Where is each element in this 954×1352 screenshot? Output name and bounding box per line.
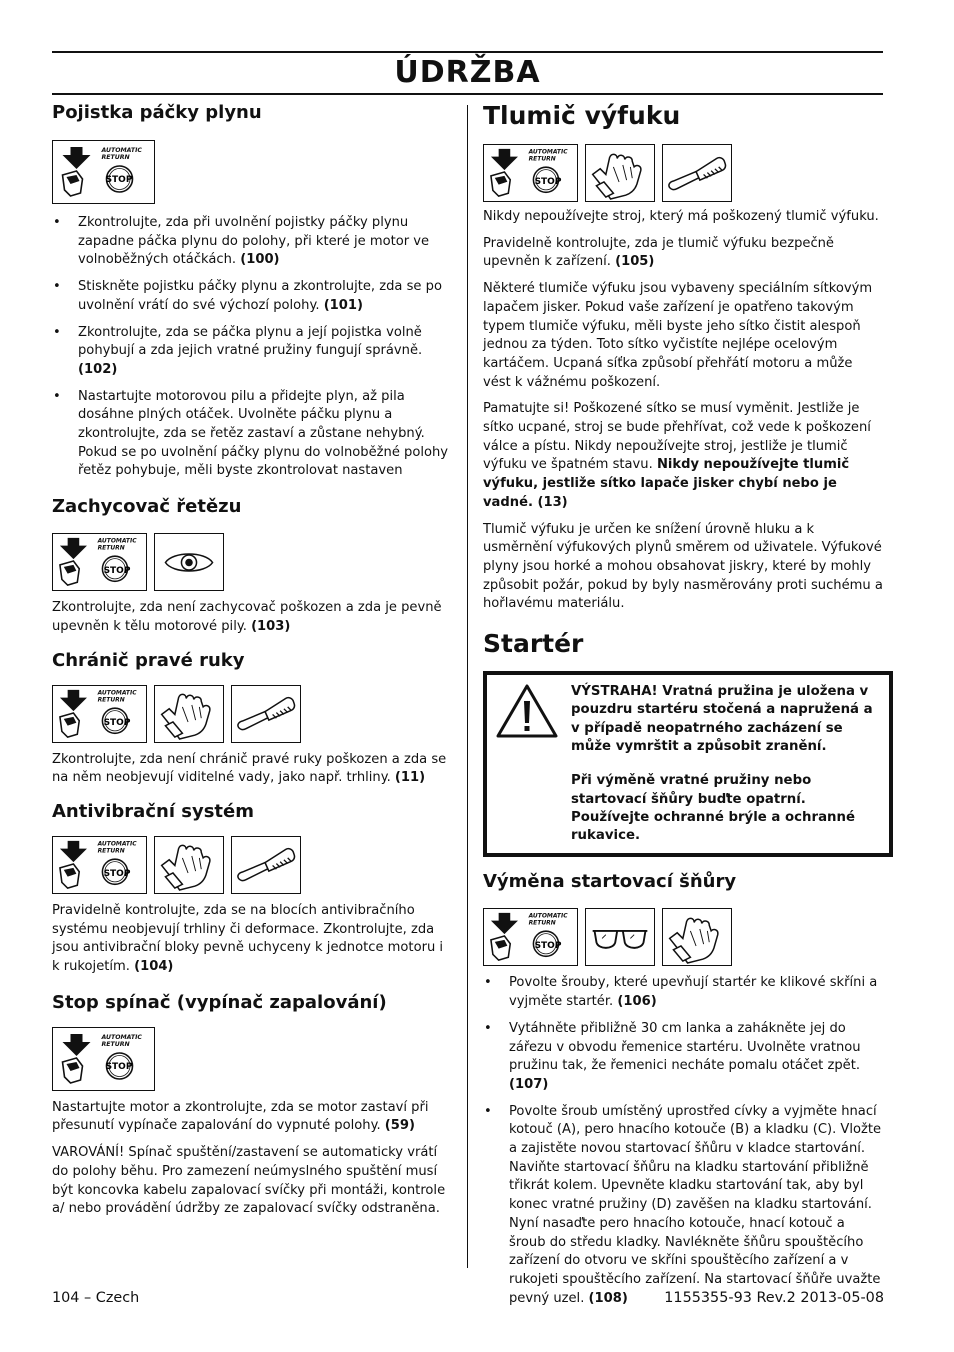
automatic-return-stop-icon [52,1027,155,1091]
throttle-lock-checklist [52,214,451,481]
brush-icon [662,144,732,202]
right-column [483,100,893,1308]
muffler-text-4: Pamatujte si! Poškozené sítko se musí vyměnit. Jestliže je sítko ucpané, stroj se bude přehřívat, což vede k poškození válce a pístu. Nikdy nepoužívejte stroj, jestliže je tlumič výfuku ve špatném stavu. Nikdy nepoužívejte tlumič výfuku, jestliže sítko lapače jisker chybí nebo je vadné. (13) [483,401,871,510]
chain-catcher-text: Zkontrolujte, zda není zachycovač poškozen a zda je pevně upevněn k tělu motorové pily. (103) [52,600,442,634]
warning-triangle-icon [495,683,571,845]
eye-inspection-icon [154,533,224,591]
glove-icon [154,685,224,743]
document-revision: 1155355-93 Rev.2 2013-05-08 [664,1290,884,1306]
muffler-text-5: Tlumič výfuku je určen ke snížení úrovně hluku a k usměrnění výfukových plynů směrem od uživatele. Výfukové plyny jsou horké a mohou obsahovat jiskry, které by mohly způsobit požár, pokud by byly nasměrovány proti suchému a hořlavému materiálu. [483,521,883,612]
icon-row-antivibration [52,836,451,894]
icon-row-throttle-lock [52,140,451,204]
icon-row-right-hand-guard [52,685,451,743]
section-title-antivibration: Antivibrační systém [52,800,254,822]
section-title-right-hand-guard: Chránič pravé ruky [52,649,245,671]
glove-icon [662,908,732,966]
section-title-throttle-lock: Pojistka páčky plynu [52,102,262,123]
brush-icon [231,836,301,894]
list-item: • Zkontrolujte, zda se páčka plynu a její pojistka volně pohybují a zda jejich vratné pružiny fungují správně. (102) [52,324,451,380]
icon-row-muffler [483,144,893,202]
list-item: • Povolte šroub umístěný uprostřed cívky a vyjměte hnací kotouč (A), pero hnacího kotouče (B) a kladku (C). Vložte a zajistěte novou startovací šňůru v kladce startování. Naviňte startovací šňůru na kladku startování přibližně třikrát kolem. Upevněte kladku startování tak, aby byl konec vratné pružiny (D) zavěšen na kladku startování. Nyní nasaďte pero hnacího kotouče, hnací kotouč a šroub do středu kladky. Navlékněte šňůru spouštěcího zařízení do otvoru ve skříni spouštěcího zařízení a v rukojeti spouštěcího zařízení. Na startovací šňůře uvažte pevný uzel. (108) [483,1103,883,1309]
muffler-text-2: Pravidelně kontrolujte, zda je tlumič výfuku bezpečně upevněn k zařízení. (105) [483,235,834,270]
glove-icon [154,836,224,894]
icon-row-stop-switch [52,1027,451,1091]
warning-text-2: Při výměně vratné pružiny nebo startovací šňůry buďte opatrní. Používejte ochranné brýle a ochranné rukavice. [571,773,856,844]
section-title-starter-cord: Výměna startovací šňůry [483,871,737,893]
svg-text:STOP: STOP [103,868,130,879]
muffler-text-1: Nikdy nepoužívejte stroj, který má poškozený tlumič výfuku. [483,209,879,224]
left-column [52,100,451,1219]
starter-warning-box [483,671,893,857]
icon-row-starter-cord [483,908,893,966]
starter-cord-steps [483,974,883,1308]
muffler-text-3: Některé tlumiče výfuku jsou vybaveny speciálním sítkovým lapačem jisker. Pokud vaše zařízení je opatřeno takovým typem tlumiče výfuku, měli byste jeho sítko čistit alespoň jednou za týden. Toto sítko vyčistíte nejlépe ocelovým kartáčem. Ucpaná síťka způsobí přehřátí motoru a může vést k vážnému poškození. [483,281,873,390]
section-title-chain-catcher: Zachycovač řetězu [52,496,242,518]
section-title-muffler: Tlumič výfuku [483,101,681,130]
svg-text:STOP: STOP [105,1061,132,1072]
column-divider [467,105,468,1268]
svg-text:STOP: STOP [103,717,130,728]
stop-switch-warning-text: VAROVÁNÍ! Spínač spuštění/zastavení se automaticky vrátí do polohy běhu. Pro zamezení neúmyslného spuštění musí být koncovka kabelu zapalovací svíčky při montáži, kontrole a/ nebo provádění údržby ze zapalovací svíčky odstraněna. [52,1145,446,1217]
automatic-return-stop-icon [483,144,578,202]
icon-row-chain-catcher [52,533,451,591]
stop-switch-text: Nastartujte motor a zkontrolujte, zda se motor zastaví při přesunutí vypínače zapalování do vypnuté polohy. (59) [52,1099,429,1134]
list-item: • Povolte šrouby, které upevňují startér ke klikové skříni a vyjměte startér. (106) [483,974,883,1011]
page-title: ÚDRŽBA [394,55,541,90]
automatic-return-stop-icon [52,140,155,204]
antivibration-text: Pravidelně kontrolujte, zda se na blocích antivibračního systému neobjevují trhliny či deformace. Zkontrolujte, zda jsou antivibrační bloky pevně uchyceny k jednotce motoru i k rukojetím. (104) [52,902,444,975]
warning-text-1: VÝSTRAHA! Vratná pružina je uložena v pouzdru startéru stočená a napružená a v případě neopatrného zacházení se může vymrštit a způsobit zranění. [571,684,873,754]
svg-text:STOP: STOP [105,175,132,185]
list-item: • Nastartujte motorovou pilu a přidejte plyn, až pila dosáhne plných otáček. Uvolněte páčku plynu a zkontrolujte, zda se řetěz zastaví a zůstane nehybný. Pokud se po uvolnění páčky plynu do volnoběžné polohy řetěz pohybuje, měli byste zkontrolovat nastaven [52,388,451,482]
svg-text:STOP: STOP [103,566,130,577]
automatic-return-stop-icon [52,685,147,743]
section-title-starter: Startér [483,629,584,659]
automatic-return-stop-icon [52,533,147,591]
brush-icon [231,685,301,743]
page-number: 104 – Czech [52,1290,140,1306]
list-item: • Vytáhněte přibližně 30 cm lanka a zahákněte jej do zářezu v obvodu řemenice startéru. Uvolněte vratnou pružinu tak, že řemenici necháte pomalu otáčet zpět. (107) [483,1020,883,1095]
svg-text:STOP: STOP [534,941,561,952]
right-hand-guard-text: Zkontrolujte, zda není chránič pravé ruky poškozen a zda se na něm neobjevují viditelné vady, jako např. trhliny. (11) [52,751,447,786]
section-title-stop-switch: Stop spínač (vypínač zapalování) [52,991,387,1013]
safety-glasses-icon [585,908,655,966]
header-rule-bottom [52,93,883,95]
header-rule-top [52,51,883,53]
glove-icon [585,144,655,202]
list-item: • Stiskněte pojistku páčky plynu a zkontrolujte, zda se po uvolnění vrátí do své výchozí polohy. (101) [52,278,451,315]
list-item: • Zkontrolujte, zda při uvolnění pojistky páčky plynu zapadne páčka plynu do polohy, při které je motor ve volnoběžných otáčkách. (100) [52,214,451,270]
automatic-return-stop-icon [483,908,578,966]
automatic-return-stop-icon [52,836,147,894]
svg-text:STOP: STOP [534,177,561,187]
